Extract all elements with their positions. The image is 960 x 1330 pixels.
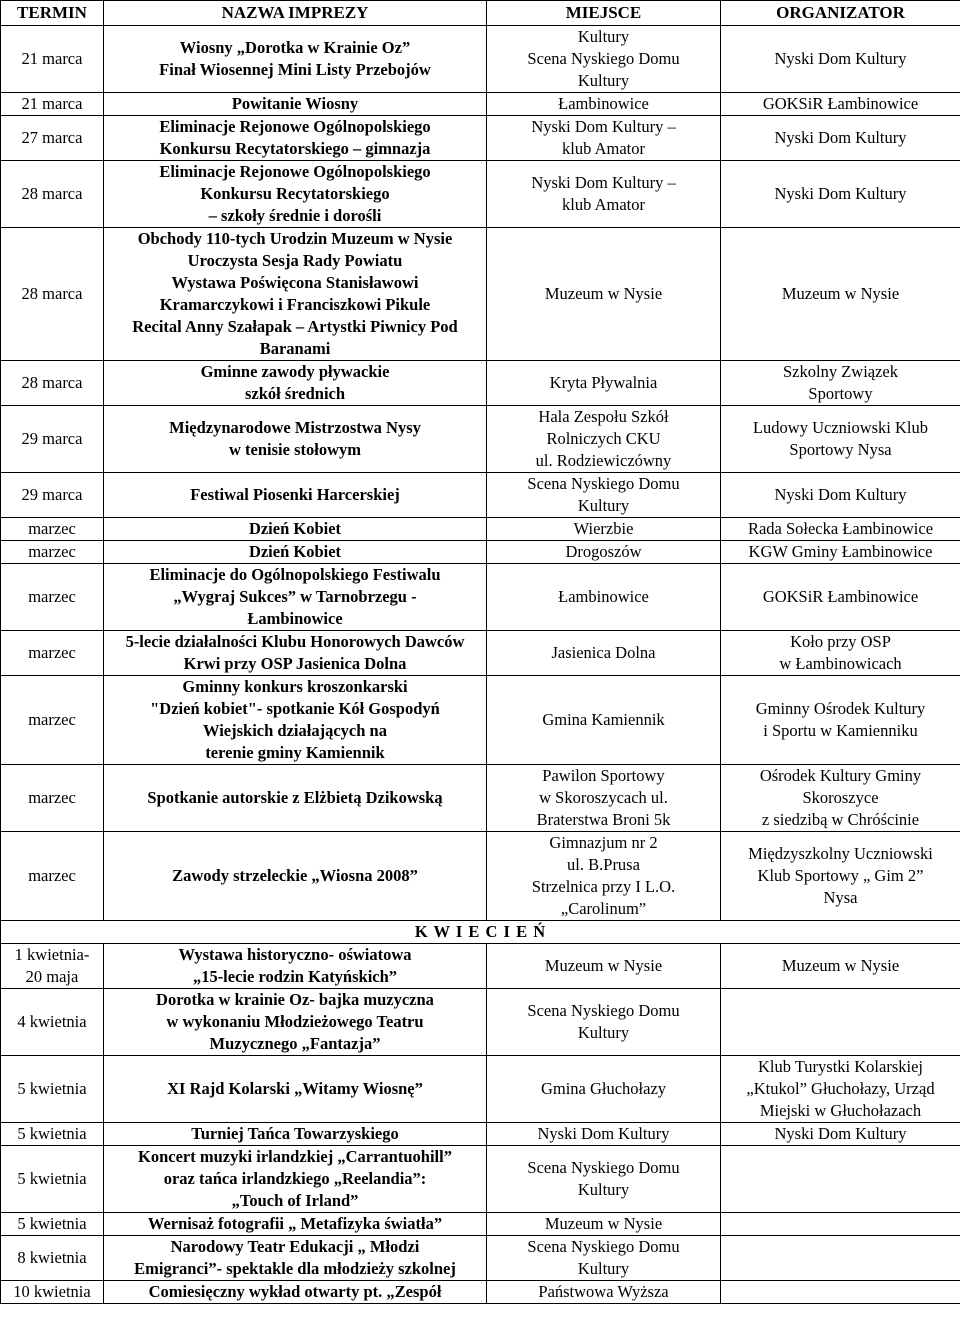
cell-line: 29 marca	[21, 485, 83, 504]
table-row	[1, 361, 960, 406]
cell-line: Klub Turystki Kolarskiej	[757, 1057, 924, 1076]
table-row	[1, 161, 960, 228]
table-row	[1, 832, 960, 921]
cell-line: Uroczysta Sesja Rady Powiatu	[187, 251, 403, 270]
event-organizer	[721, 631, 960, 676]
event-name	[104, 631, 487, 676]
cell-line: Wystawa Poświęcona Stanisławowi	[171, 273, 419, 292]
event-place	[487, 116, 721, 161]
event-date	[1, 116, 104, 161]
table-row	[1, 1123, 960, 1146]
cell-line: 5 kwietnia	[17, 1079, 87, 1098]
cell-line: Koło przy OSP	[790, 632, 891, 651]
event-place	[487, 406, 721, 473]
event-name	[104, 518, 487, 541]
cell-line: 28 marca	[21, 373, 83, 392]
cell-line: Gminne zawody pływackie	[200, 362, 390, 381]
event-organizer	[721, 1146, 960, 1213]
header-miejsce: MIEJSCE	[487, 1, 721, 26]
event-place	[487, 989, 721, 1056]
event-place	[487, 1056, 721, 1123]
cell-line: Obchody 110-tych Urodzin Muzeum w Nysie	[137, 229, 453, 248]
cell-line: w Skoroszycach ul.	[539, 788, 668, 807]
event-date	[1, 1213, 104, 1236]
cell-line: 5 kwietnia	[17, 1124, 87, 1143]
event-name	[104, 832, 487, 921]
event-organizer	[721, 228, 960, 361]
event-date	[1, 1056, 104, 1123]
event-name	[104, 765, 487, 832]
cell-line: Gmina Głuchołazy	[540, 1079, 667, 1098]
table-row	[1, 944, 960, 989]
event-place	[487, 1213, 721, 1236]
event-name	[104, 944, 487, 989]
event-date	[1, 1236, 104, 1281]
event-organizer	[721, 1056, 960, 1123]
cell-line: Nyski Dom Kultury	[774, 1124, 907, 1143]
cell-line: Wiosny „Dorotka w Krainie Oz”	[179, 38, 411, 57]
table-row	[1, 473, 960, 518]
event-organizer	[721, 161, 960, 228]
event-organizer	[721, 116, 960, 161]
table-row	[1, 765, 960, 832]
cell-line: w tenisie stołowym	[229, 440, 361, 459]
cell-line: 5 kwietnia	[17, 1169, 87, 1188]
event-organizer	[721, 93, 960, 116]
event-date	[1, 406, 104, 473]
event-rows	[1, 26, 960, 1304]
cell-line: Wernisaż fotografii „ Metafizyka światła”	[147, 1214, 443, 1233]
table-row	[1, 1213, 960, 1236]
cell-line: „Touch of Irland”	[231, 1191, 359, 1210]
cell-line: 5-lecie działalności Klubu Honorowych Dawców	[125, 632, 465, 651]
event-organizer	[721, 1281, 960, 1304]
cell-line: Spotkanie autorskie z Elżbietą Dzikowską	[147, 788, 443, 807]
cell-line: Braterstwa Broni 5k	[536, 810, 671, 829]
cell-line: Szkolny Związek	[782, 362, 898, 381]
header-row	[1, 1, 960, 26]
event-name	[104, 473, 487, 518]
cell-line: Konkursu Recytatorskiego	[200, 184, 390, 203]
table-row	[1, 564, 960, 631]
cell-line: 27 marca	[21, 128, 83, 147]
event-date	[1, 564, 104, 631]
event-name	[104, 361, 487, 406]
cell-line: Muzeum w Nysie	[544, 1214, 663, 1233]
event-organizer	[721, 676, 960, 765]
event-date	[1, 26, 104, 93]
event-organizer	[721, 1213, 960, 1236]
event-place	[487, 473, 721, 518]
cell-line: marzec	[28, 710, 76, 729]
cell-line: Muzeum w Nysie	[781, 284, 900, 303]
cell-line: Nyski Dom Kultury	[774, 128, 907, 147]
cell-line: 4 kwietnia	[17, 1012, 87, 1031]
cell-line: marzec	[28, 866, 76, 885]
event-date	[1, 944, 104, 989]
cell-line: Kultury	[577, 1259, 630, 1278]
event-name	[104, 541, 487, 564]
cell-line: 28 marca	[21, 184, 83, 203]
event-organizer	[721, 518, 960, 541]
cell-line: Kultury	[577, 27, 630, 46]
cell-line: Łambinowice	[558, 94, 649, 113]
event-organizer	[721, 1123, 960, 1146]
cell-line: Konkursu Recytatorskiego – gimnazja	[159, 139, 431, 158]
event-name	[104, 406, 487, 473]
event-organizer	[721, 361, 960, 406]
cell-line: Gminny konkurs kroszonkarski	[182, 677, 408, 696]
cell-line: Sportowy Nysa	[789, 440, 892, 459]
cell-line: „Ktukol” Głuchołazy, Urząd	[746, 1079, 935, 1098]
event-organizer	[721, 944, 960, 989]
table-row	[1, 1236, 960, 1281]
cell-line: Miejski w Głuchołazach	[759, 1101, 922, 1120]
cell-line: Recital Anny Szałapak – Artystki Piwnicy Pod	[132, 317, 458, 336]
cell-line: marzec	[28, 788, 76, 807]
event-place	[487, 1146, 721, 1213]
cell-line: KGW Gminy Łambinowice	[748, 542, 933, 561]
cell-line: 1 kwietnia-	[14, 945, 90, 964]
cell-line: 21 marca	[21, 49, 83, 68]
cell-line: Łambinowice	[558, 587, 649, 606]
header-organizator: ORGANIZATOR	[721, 1, 960, 26]
cell-line: 20 maja	[25, 967, 79, 986]
table-row	[1, 1146, 960, 1213]
cell-line: Dzień Kobiet	[248, 542, 342, 561]
cell-line: Krwi przy OSP Jasienica Dolna	[183, 654, 407, 673]
cell-line: z siedzibą w Chróścinie	[761, 810, 920, 829]
cell-line: Nyski Dom Kultury –	[531, 117, 676, 136]
event-name	[104, 116, 487, 161]
cell-line: Skoroszyce	[802, 788, 879, 807]
event-name	[104, 676, 487, 765]
table-row	[1, 631, 960, 676]
cell-line: 5 kwietnia	[17, 1214, 87, 1233]
cell-line: w Łambinowicach	[779, 654, 902, 673]
cell-line: Międzyszkolny Uczniowski	[748, 844, 933, 863]
event-organizer	[721, 1236, 960, 1281]
event-organizer	[721, 564, 960, 631]
event-name	[104, 989, 487, 1056]
month-section-row	[1, 921, 960, 944]
event-place	[487, 228, 721, 361]
cell-line: Strzelnica przy I L.O.	[531, 877, 676, 896]
cell-line: Scena Nyskiego Domu	[527, 1237, 680, 1256]
cell-line: Gminny Ośrodek Kultury	[755, 699, 926, 718]
cell-line: Łambinowice	[247, 609, 343, 628]
cell-line: 10 kwietnia	[13, 1282, 91, 1301]
cell-line: ul. Rodziewiczówny	[535, 451, 672, 470]
cell-line: Muzeum w Nysie	[544, 956, 663, 975]
cell-line: – szkoły średnie i dorośli	[208, 206, 382, 225]
cell-line: Wiejskich działających na	[203, 721, 387, 740]
event-date	[1, 93, 104, 116]
table-row	[1, 26, 960, 93]
event-organizer	[721, 989, 960, 1056]
event-date	[1, 161, 104, 228]
event-date	[1, 832, 104, 921]
event-date	[1, 361, 104, 406]
cell-line: GOKSiR Łambinowice	[762, 94, 919, 113]
event-place	[487, 676, 721, 765]
table-row	[1, 1281, 960, 1304]
event-name	[104, 1213, 487, 1236]
table-row	[1, 93, 960, 116]
cell-line: Eliminacje Rejonowe Ogólnopolskiego	[159, 117, 431, 136]
event-date	[1, 676, 104, 765]
cell-line: Eliminacje do Ogólnopolskiego Festiwalu	[149, 565, 441, 584]
cell-line: 28 marca	[21, 284, 83, 303]
cell-line: Koncert muzyki irlandzkiej „Carrantuohill”	[138, 1147, 452, 1166]
cell-line: Jasienica Dolna	[551, 643, 656, 662]
cell-line: Pawilon Sportowy	[542, 766, 665, 785]
cell-line: „Carolinum”	[560, 899, 647, 918]
table-row	[1, 676, 960, 765]
cell-line: Festiwal Piosenki Harcerskiej	[190, 485, 400, 504]
event-name	[104, 1281, 487, 1304]
event-date	[1, 1281, 104, 1304]
event-place	[487, 541, 721, 564]
cell-line: Scena Nyskiego Domu	[527, 1158, 680, 1177]
cell-line: Nyski Dom Kultury	[774, 485, 907, 504]
cell-line: Baranami	[259, 339, 331, 358]
cell-line: „Wygraj Sukces” w Tarnobrzegu -	[173, 587, 417, 606]
event-place	[487, 161, 721, 228]
cell-line: Nysa	[823, 888, 858, 907]
table-row	[1, 518, 960, 541]
cell-line: Scena Nyskiego Domu	[527, 1001, 680, 1020]
cell-line: Nyski Dom Kultury –	[531, 173, 676, 192]
event-place	[487, 631, 721, 676]
table-row	[1, 116, 960, 161]
cell-line: Finał Wiosennej Mini Listy Przebojów	[159, 60, 431, 79]
cell-line: Ludowy Uczniowski Klub	[752, 418, 929, 437]
event-place	[487, 944, 721, 989]
cell-line: Turniej Tańca Towarzyskiego	[191, 1124, 399, 1143]
event-organizer	[721, 406, 960, 473]
event-place	[487, 518, 721, 541]
event-name	[104, 161, 487, 228]
table-row	[1, 406, 960, 473]
cell-line: Nyski Dom Kultury	[774, 184, 907, 203]
event-place	[487, 361, 721, 406]
event-place	[487, 832, 721, 921]
cell-line: klub Amator	[562, 139, 645, 158]
cell-line: Kultury	[577, 71, 630, 90]
event-date	[1, 541, 104, 564]
event-name	[104, 564, 487, 631]
cell-line: Kryta Pływalnia	[549, 373, 658, 392]
event-organizer	[721, 473, 960, 518]
table-row	[1, 541, 960, 564]
event-date	[1, 765, 104, 832]
event-name	[104, 228, 487, 361]
event-place	[487, 1281, 721, 1304]
cell-line: 8 kwietnia	[17, 1248, 87, 1267]
event-name	[104, 93, 487, 116]
cell-line: Rada Sołecka Łambinowice	[747, 519, 934, 538]
event-name	[104, 1146, 487, 1213]
cell-line: Kultury	[577, 1180, 630, 1199]
cell-line: i Sportu w Kamienniku	[763, 721, 918, 740]
cell-line: Kultury	[577, 496, 630, 515]
cell-line: Wierzbie	[573, 519, 634, 538]
cell-line: Drogoszów	[565, 542, 642, 561]
event-date	[1, 631, 104, 676]
cell-line: w wykonaniu Młodzieżowego Teatru	[166, 1012, 424, 1031]
cell-line: Nyski Dom Kultury	[774, 49, 907, 68]
cell-line: Powitanie Wiosny	[231, 94, 359, 113]
cell-line: oraz tańca irlandzkiego „Reelandia”:	[163, 1169, 427, 1188]
cell-line: 29 marca	[21, 429, 83, 448]
cell-line: Narodowy Teatr Edukacji „ Młodzi	[170, 1237, 420, 1256]
cell-line: Wystawa historyczno- oświatowa	[178, 945, 412, 964]
cell-line: "Dzień kobiet"- spotkanie Kół Gospodyń	[150, 699, 440, 718]
cell-line: Dorotka w krainie Oz- bajka muzyczna	[156, 990, 434, 1009]
header-termin: TERMIN	[1, 1, 104, 26]
event-place	[487, 93, 721, 116]
event-place	[487, 1236, 721, 1281]
cell-line: Scena Nyskiego Domu	[527, 49, 680, 68]
cell-line: Eliminacje Rejonowe Ogólnopolskiego	[159, 162, 431, 181]
cell-line: „15-lecie rodzin Katyńskich”	[192, 967, 398, 986]
cell-line: Gimnazjum nr 2	[549, 833, 658, 852]
cell-line: XI Rajd Kolarski „Witamy Wiosnę”	[167, 1079, 423, 1098]
cell-line: terenie gminy Kamiennik	[205, 743, 385, 762]
cell-line: Scena Nyskiego Domu	[527, 474, 680, 493]
cell-line: Muzeum w Nysie	[781, 956, 900, 975]
cell-line: marzec	[28, 587, 76, 606]
event-place	[487, 26, 721, 93]
cell-line: Muzycznego „Fantazja”	[209, 1034, 381, 1053]
cell-line: klub Amator	[562, 195, 645, 214]
cell-line: Ośrodek Kultury Gminy	[759, 766, 922, 785]
cell-line: marzec	[28, 542, 76, 561]
event-date	[1, 1146, 104, 1213]
month-heading: K W I E C I E Ń	[1, 921, 960, 944]
event-place	[487, 564, 721, 631]
cell-line: ul. B.Prusa	[567, 855, 640, 874]
event-place	[487, 1123, 721, 1146]
cell-line: Hala Zespołu Szkół	[538, 407, 669, 426]
table-row	[1, 1056, 960, 1123]
cell-line: Nyski Dom Kultury	[537, 1124, 670, 1143]
event-date	[1, 989, 104, 1056]
event-place	[487, 765, 721, 832]
cell-line: Klub Sportowy „ Gim 2”	[757, 866, 924, 885]
cell-line: Emigranci”- spektakle dla młodzieży szkolnej	[134, 1259, 456, 1278]
header-nazwa-imprezy: NAZWA IMPREZY	[104, 1, 487, 26]
cell-line: 21 marca	[21, 94, 83, 113]
cell-line: Dzień Kobiet	[248, 519, 342, 538]
cell-line: Zawody strzeleckie „Wiosna 2008”	[172, 866, 418, 885]
cell-line: Sportowy	[808, 384, 873, 403]
cell-line: marzec	[28, 643, 76, 662]
cell-line: GOKSiR Łambinowice	[762, 587, 919, 606]
cell-line: Kramarczykowi i Franciszkowi Pikule	[159, 295, 431, 314]
event-date	[1, 473, 104, 518]
cell-line: Międzynarodowe Mistrzostwa Nysy	[169, 418, 421, 437]
table-row	[1, 989, 960, 1056]
event-date	[1, 228, 104, 361]
cell-line: Państwowa Wyższa	[538, 1282, 669, 1301]
cell-line: Comiesięczny wykład otwarty pt. „Zespół	[148, 1282, 442, 1301]
event-organizer	[721, 541, 960, 564]
event-organizer	[721, 832, 960, 921]
cell-line: Rolniczych CKU	[546, 429, 661, 448]
event-name	[104, 1123, 487, 1146]
event-date	[1, 1123, 104, 1146]
event-organizer	[721, 26, 960, 93]
event-name	[104, 26, 487, 93]
cell-line: szkół średnich	[244, 384, 346, 403]
event-organizer	[721, 765, 960, 832]
event-name	[104, 1236, 487, 1281]
cell-line: Muzeum w Nysie	[544, 284, 663, 303]
cell-line: marzec	[28, 519, 76, 538]
table-row	[1, 228, 960, 361]
event-name	[104, 1056, 487, 1123]
cell-line: Gmina Kamiennik	[542, 710, 665, 729]
cell-line: Kultury	[577, 1023, 630, 1042]
event-date	[1, 518, 104, 541]
